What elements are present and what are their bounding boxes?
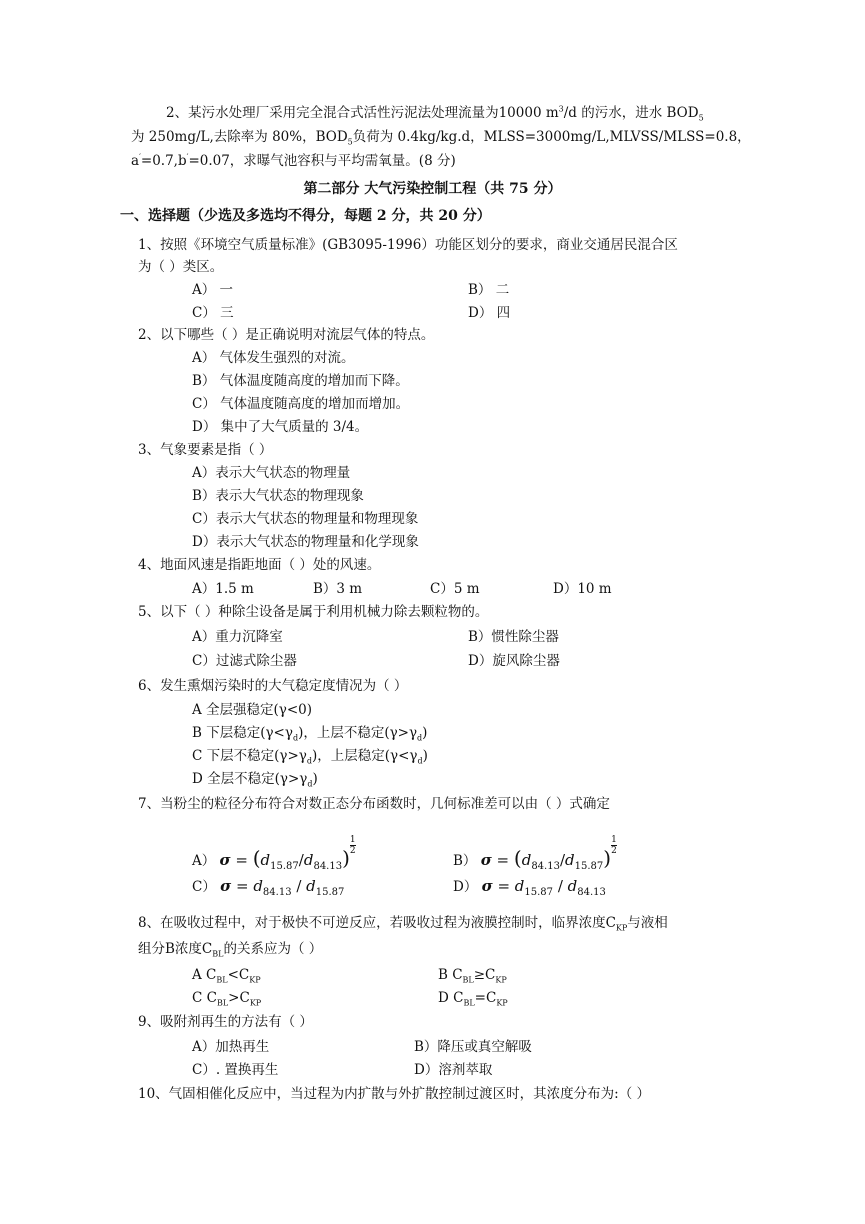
variable-d: d [521,851,532,869]
q4-stem: 4、地面风速是指距地面（ ）处的风速。 [138,557,381,573]
subscript: d [307,779,313,789]
option-text: )，上层不稳定(γ>γ [298,725,418,741]
formula: $\sigma = d_{84.13} / d_{15.87}$ [220,877,345,898]
exponent-numerator: 1 [611,835,617,845]
q7-option-b [453,835,617,870]
subscript: 84.13 [313,861,343,872]
q1-option-d: D） 四 [468,305,511,321]
q5-option-a: A）重力沉降室 [192,629,283,645]
option-label: A） [192,853,216,869]
q2-option-a: A） 气体发生强烈的对流。 [192,350,355,366]
variable-d: d [567,877,578,895]
option-text: B C [438,967,463,983]
option-text: D 全层不稳定(γ>γ [192,771,308,787]
q5-option-b: B）惯性除尘器 [468,629,559,645]
q2-option-c: C） 气体温度随高度的增加而增加。 [192,396,410,412]
formula: $\sigma = d_{15.87} / d_{84.13}$ [481,877,606,898]
superscript: 3 [558,104,564,114]
q3-stem: 3、气象要素是指（ ） [138,442,273,458]
q9-option-b: B）降压或真空解吸 [414,1039,532,1055]
stem-text: 组分B浓度C [138,941,213,957]
part-title: 第二部分 大气污染控制工程（共 75 分） [303,181,562,197]
q8-option-d [438,989,508,1007]
subscript: d [292,733,299,743]
intro-text: =0.07，求曝气池容积与平均需氧量。(8 分) [188,153,456,169]
q8-option-b [438,966,507,984]
equals-sign: = [231,877,254,895]
variable-d: d [260,851,271,869]
q5-stem: 5、以下（ ）种除尘设备是属于利用机械力除去颗粒物的。 [138,604,489,620]
stem-text: 8、在吸收过程中，对于极快不可逆反应，若吸收过程为液膜控制时，临界浓度C [138,915,616,931]
option-text: ) [422,748,428,764]
exponent-denominator: 2 [349,846,356,856]
option-label: D） [453,879,478,895]
stem-text: 与液相 [627,915,668,931]
q5-option-d: D）旋风除尘器 [468,653,560,669]
q9-option-c: C）. 置换再生 [192,1062,279,1078]
subscript: 15.87 [524,887,554,898]
option-text: ) [422,725,428,741]
q4-option-b: B）3 m [313,581,363,597]
q4-option-d: D）10 m [553,581,612,597]
variable-d: d [514,877,525,895]
formula: $\sigma = (d_{84.13}/d_{15.87})$ $\frac{1}{2}$ [480,835,617,872]
q6-option-b [192,724,427,742]
intro-text: /d 的污水，进水 BOD [563,105,699,121]
option-text: =C [474,990,497,1006]
q1-option-c: C） 三 [192,305,234,321]
intro-text: 为 250mg/L,去除率为 80%，BOD [131,129,348,145]
q7-option-c [192,877,344,896]
sigma-symbol: σ [480,851,492,869]
equals-sign: = [230,851,253,869]
q6-option-d [192,770,318,788]
q2-stem: 2、以下哪些（ ）是正确说明对流层气体的特点。 [138,327,435,343]
q1-stem-line-2: 为（ ）类区。 [138,259,224,275]
q7-stem: 7、当粉尘的粒径分布符合对数正态分布函数时，几何标准差可以由（ ）式确定 [138,796,610,812]
q5-option-c: C）过滤式除尘器 [192,653,297,669]
intro-line-1 [166,104,704,122]
variable-d: d [253,877,263,895]
intro-text: 负荷为 0.4kg/kg.d，MLSS=3000mg/L,MLVSS/MLSS=0.8， [352,129,751,145]
intro-text: =0.7,b [140,153,187,169]
subscript: KP [496,998,508,1008]
option-text: C C [192,990,217,1006]
option-text: <C [227,967,250,983]
option-text: C 下层不稳定(γ>γ [192,748,307,764]
q10-stem: 10、气固相催化反应中，当过程为内扩散与外扩散控制过渡区时，其浓度分布为:（ ） [138,1086,651,1102]
superscript: ′ [186,152,189,162]
option-text: ≥C [473,967,496,983]
exponent-numerator: 1 [349,835,356,845]
subscript: 15.87 [315,887,345,898]
q3-option-d: D）表示大气状态的物理量和化学现象 [192,534,419,550]
subscript: BL [216,998,229,1008]
q3-option-b: B）表示大气状态的物理现象 [192,488,364,504]
subscript: BL [216,975,228,985]
sigma-symbol: σ [220,877,232,895]
subscript: 5 [347,137,353,147]
subscript: KP [249,975,261,985]
q1-option-b: B） 二 [468,282,510,298]
q9-option-d: D）溶剂萃取 [414,1062,493,1078]
q9-option-a: A）加热再生 [192,1039,270,1055]
equals-sign: = [492,877,515,895]
q8-option-a [192,966,261,984]
subscript: 84.13 [262,887,292,898]
subscript: d [417,733,423,743]
q2-option-d: D） 集中了大气质量的 3/4。 [192,419,369,435]
option-text: B 下层稳定(γ<γ [192,725,293,741]
section-title: 一、选择题（少选及多选均不得分，每题 2 分，共 20 分） [120,208,491,224]
subscript: KP [495,975,507,985]
option-label: B） [453,853,477,869]
subscript: BL [462,975,474,985]
formula: $\sigma = (d_{15.87}/d_{84.13})$ $\frac{1}{2}$ [219,835,356,872]
subscript: 15.87 [574,861,604,872]
q8-stem-line-2 [138,940,322,958]
q9-stem: 9、吸附剂再生的方法有（ ） [138,1014,313,1030]
variable-d: d [306,877,316,895]
option-label: C） [192,879,216,895]
equals-sign: = [491,851,514,869]
intro-line-3 [131,152,456,170]
variable-d: d [565,851,575,869]
option-text: A C [192,967,217,983]
q8-stem-line-1 [138,914,668,932]
subscript: KP [249,998,262,1008]
superscript: ′ [139,152,141,162]
q3-option-a: A）表示大气状态的物理量 [192,465,351,481]
subscript: 5 [698,113,704,123]
subscript: BL [463,998,475,1008]
option-text: >C [228,990,250,1006]
q7-option-d [453,877,606,896]
q8-option-c [192,989,261,1007]
subscript: d [306,756,312,766]
q3-option-c: C）表示大气状态的物理量和物理现象 [192,511,419,527]
q7-option-a [192,835,356,870]
q2-option-b: B） 气体温度随高度的增加而下降。 [192,373,409,389]
exponent-denominator: 2 [611,846,617,856]
q1-stem-line-1: 1、按照《环境空气质量标准》(GB3095-1996）功能区划分的要求，商业交通居民混合区 [138,237,678,253]
subscript: KP [615,923,628,933]
q6-option-c [192,747,428,765]
sigma-symbol: σ [219,851,231,869]
subscript: d [417,756,423,766]
q6-option-a: A 全层强稳定(γ<0) [192,702,313,718]
option-text: )，上层稳定(γ<γ [311,748,418,764]
intro-text: a [131,153,140,169]
stem-text: 的关系应为（ ） [223,941,323,957]
q1-option-a: A） 一 [192,282,234,298]
subscript: BL [212,949,224,959]
intro-line-2 [131,128,751,146]
intro-text: 2、某污水处理厂采用完全混合式活性污泥法处理流量为10000 m [166,105,559,121]
subscript: 84.13 [531,861,560,872]
option-text: ) [312,771,318,787]
sigma-symbol: σ [481,877,493,895]
option-text: D C [438,990,464,1006]
q4-option-c: C）5 m [430,581,480,597]
q4-option-a: A）1.5 m [192,581,254,597]
q6-stem: 6、发生熏烟污染时的大气稳定度情况为（ ） [138,678,408,694]
variable-d: d [303,851,314,869]
subscript: 84.13 [577,887,606,898]
subscript: 15.87 [270,861,299,872]
